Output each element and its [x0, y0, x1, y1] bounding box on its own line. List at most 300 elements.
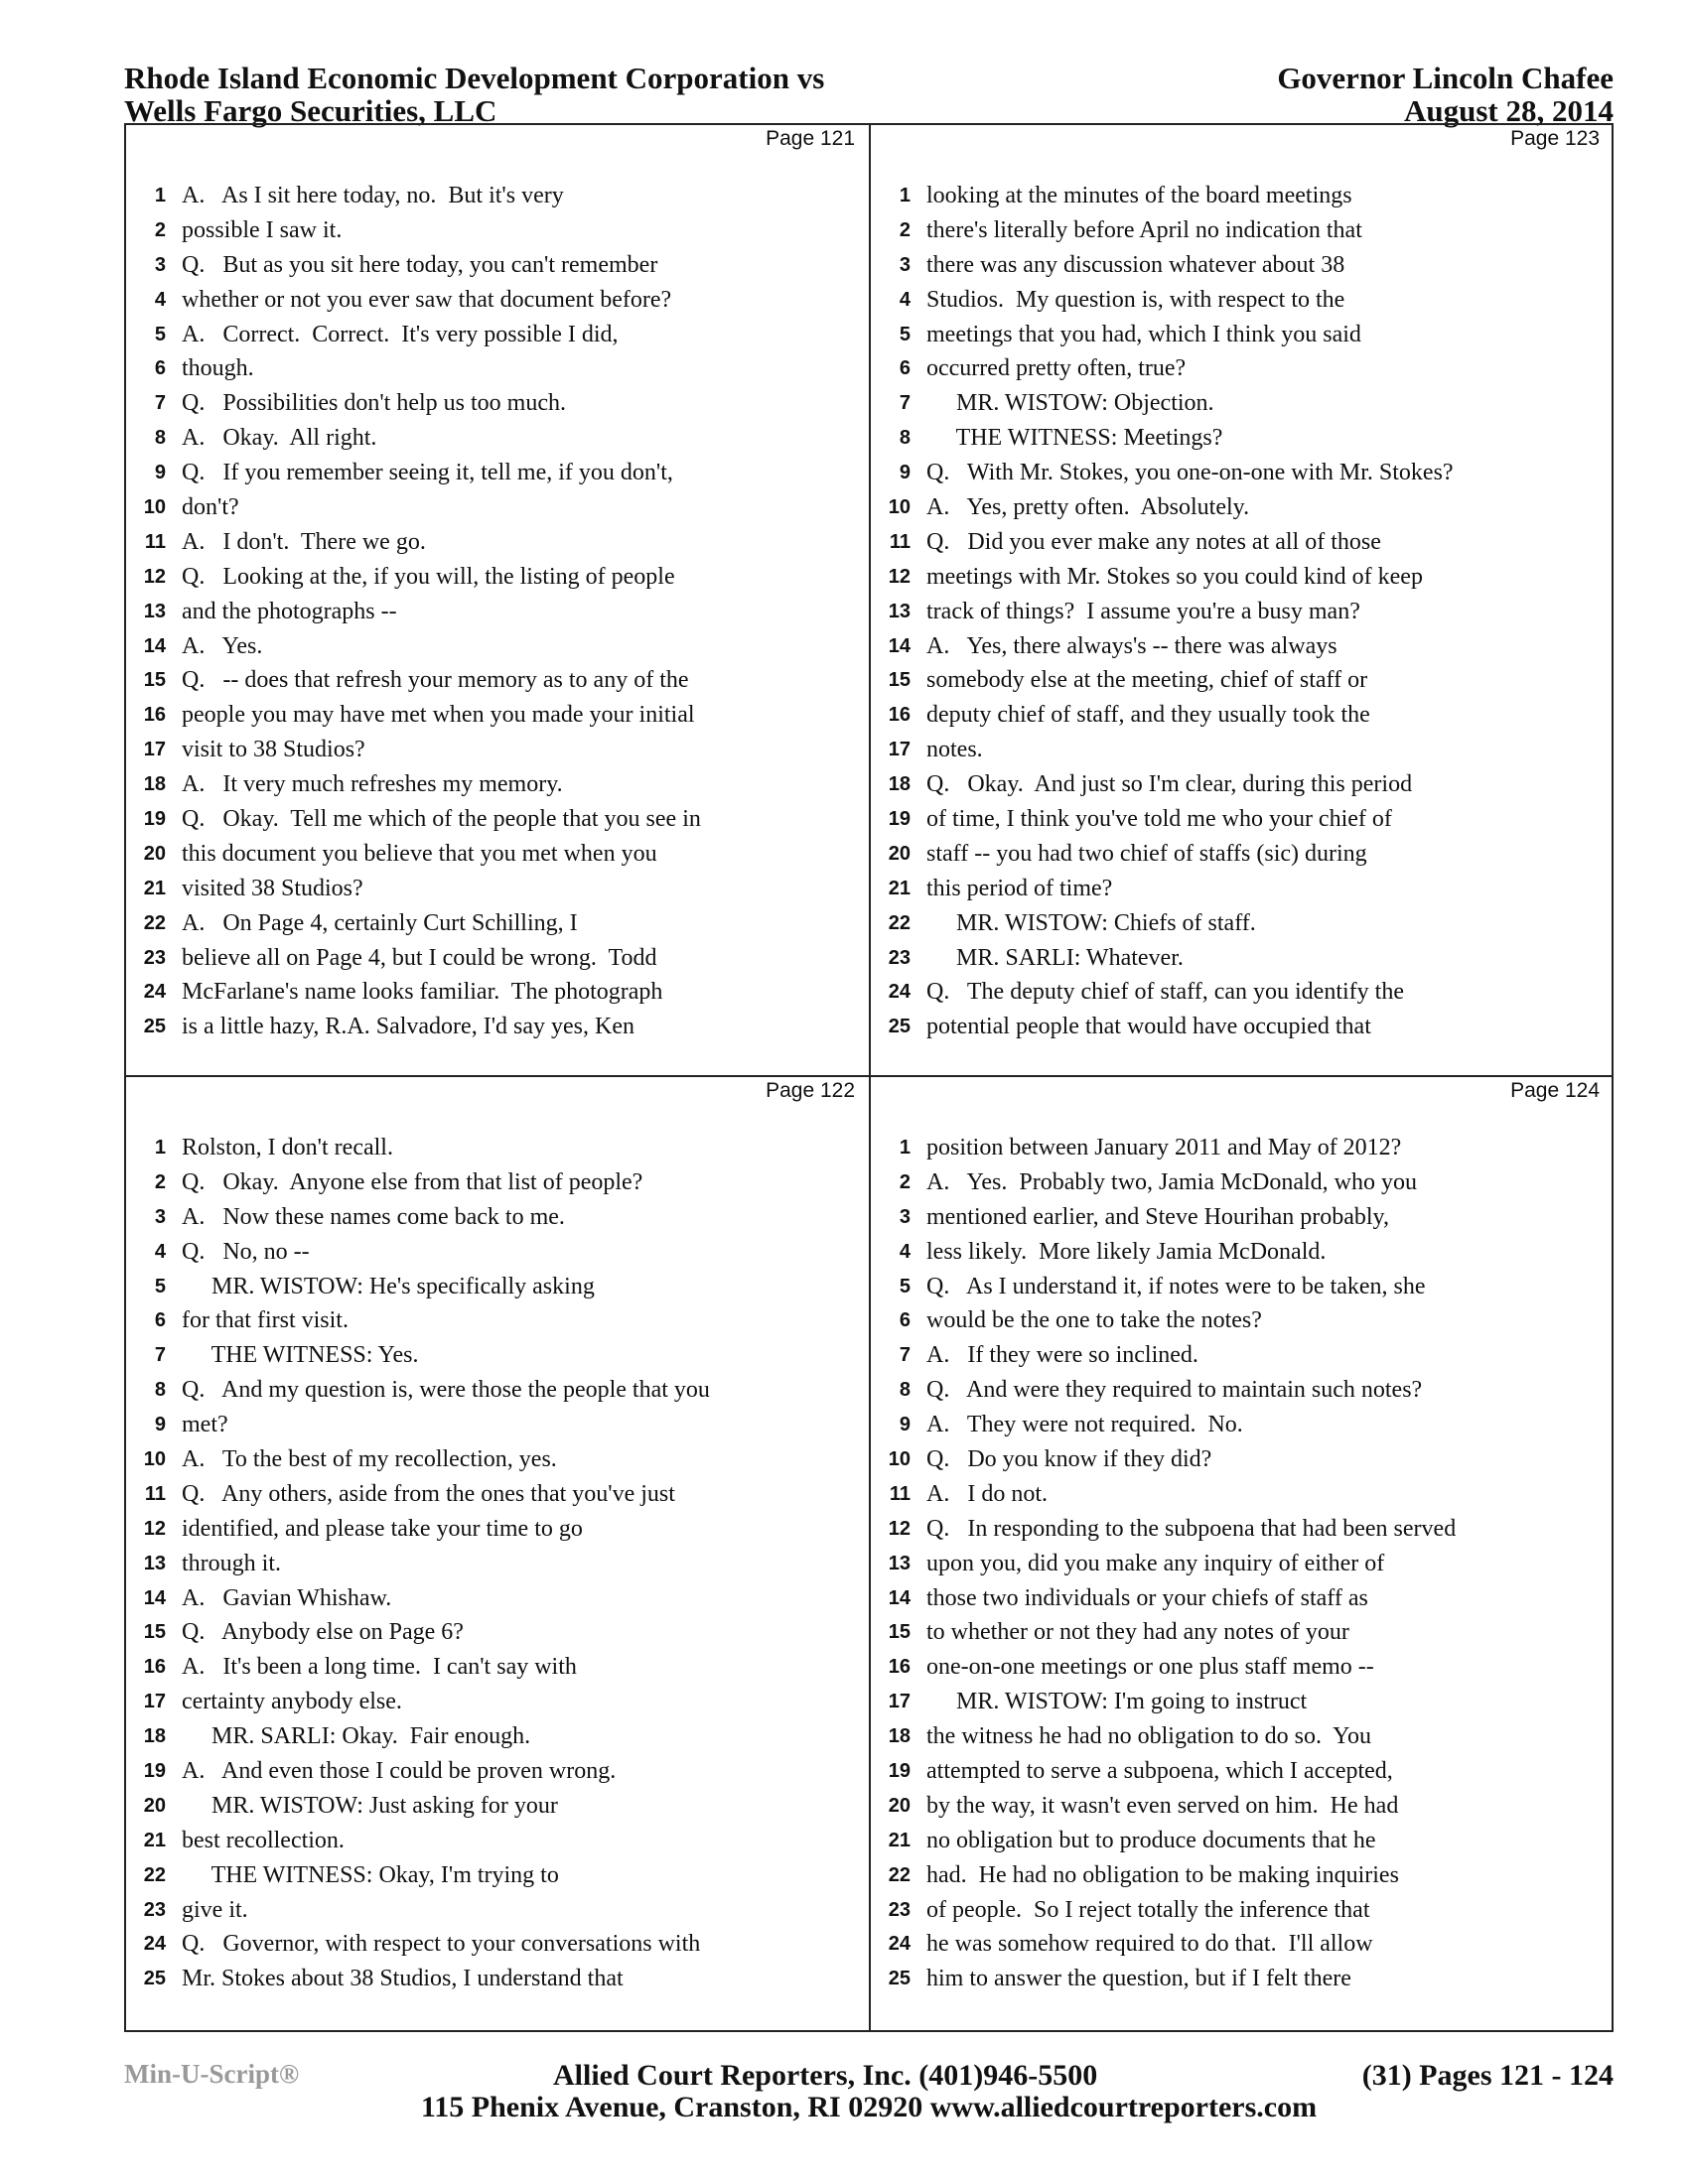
- transcript-line: [871, 490, 1614, 525]
- line-text: is a little hazy, R.A. Salvadore, I'd say yes, Ken: [182, 1014, 634, 1040]
- line-text: A. As I sit here today, no. But it's very: [182, 182, 564, 208]
- line-number: 14: [143, 634, 166, 657]
- transcript-page-121: [126, 125, 869, 1075]
- line-text: Q. Did you ever make any notes at all of those: [926, 528, 1381, 555]
- transcript-line: [126, 1408, 869, 1442]
- line-number: 3: [154, 253, 166, 276]
- line-text: notes.: [926, 737, 983, 763]
- line-text: visited 38 Studios?: [182, 875, 363, 901]
- line-text: identified, and please take your time to go: [182, 1515, 583, 1542]
- line-number: 21: [143, 1829, 166, 1851]
- line-text: somebody else at the meeting, chief of staff or: [926, 667, 1368, 694]
- deposition-date: August 28, 2014: [1403, 93, 1614, 128]
- line-number: 11: [144, 1482, 166, 1505]
- line-text: A. And even those I could be proven wrong.: [182, 1757, 617, 1784]
- transcript-lines: [126, 179, 869, 1044]
- line-number: 12: [143, 565, 166, 588]
- transcript-line: [126, 1650, 869, 1685]
- transcript-line: [871, 248, 1614, 283]
- transcript-frame: [124, 123, 1614, 2032]
- transcript-line: [126, 595, 869, 629]
- page-number: Page 124: [1510, 1079, 1600, 1102]
- line-text: attempted to serve a subpoena, which I accepted,: [926, 1757, 1393, 1784]
- line-text: don't?: [182, 493, 239, 520]
- line-number: 25: [143, 1016, 166, 1038]
- deponent-info: [1277, 62, 1614, 127]
- line-number: 2: [899, 218, 911, 241]
- min-u-script-brand: Min-U-Script®: [124, 2059, 300, 2089]
- transcript-line: [126, 1789, 869, 1824]
- line-number: 1: [154, 184, 166, 206]
- line-number: 3: [899, 253, 911, 276]
- transcript-line: [126, 1547, 869, 1581]
- page-number: Page 121: [766, 127, 855, 150]
- transcript-line: [126, 941, 869, 976]
- line-number: 9: [154, 1414, 166, 1436]
- line-number: 3: [154, 1205, 166, 1228]
- line-number: 12: [143, 1517, 166, 1540]
- transcript-line: [871, 663, 1614, 698]
- line-number: 10: [888, 495, 911, 518]
- line-text: Mr. Stokes about 38 Studios, I understand that: [182, 1966, 624, 1992]
- line-text: Q. And my question is, were those the people that you: [182, 1377, 710, 1404]
- transcript-line: [126, 837, 869, 872]
- line-text: deputy chief of staff, and they usually took the: [926, 702, 1370, 729]
- transcript-line: [126, 351, 869, 386]
- transcript-line: [871, 1303, 1614, 1338]
- transcript-line: [871, 1962, 1614, 1996]
- line-text: position between January 2011 and May of 2012?: [926, 1134, 1402, 1160]
- transcript-line: [871, 560, 1614, 595]
- line-number: 10: [143, 1447, 166, 1470]
- line-text: best recollection.: [182, 1827, 345, 1853]
- transcript-line: [126, 248, 869, 283]
- line-number: 13: [143, 1552, 166, 1574]
- transcript-line: [871, 1685, 1614, 1719]
- transcript-line: [871, 1719, 1614, 1754]
- reporter-address: 115 Phenix Avenue, Cranston, RI 02920 www.alliedcourtreporters.com: [420, 2091, 1318, 2123]
- line-number: 23: [143, 1898, 166, 1921]
- transcript-line: [871, 941, 1614, 976]
- line-number: 18: [888, 1725, 911, 1748]
- line-text: Q. As I understand it, if notes were to be taken, she: [926, 1273, 1426, 1299]
- transcript-line: [871, 1010, 1614, 1044]
- line-text: of people. So I reject totally the inference that: [926, 1896, 1370, 1923]
- line-text: A. They were not required. No.: [926, 1412, 1243, 1438]
- line-number: 24: [888, 1933, 911, 1956]
- line-number: 2: [154, 1170, 166, 1193]
- transcript-line: [871, 906, 1614, 941]
- line-text: had. He had no obligation to be making inquiries: [926, 1861, 1399, 1888]
- line-number: 7: [899, 1344, 911, 1367]
- transcript-line: [871, 456, 1614, 490]
- line-text: Q. Looking at the, if you will, the listing of people: [182, 563, 675, 590]
- page-range: (31) Pages 121 - 124: [1361, 2059, 1614, 2092]
- transcript-line: [871, 1615, 1614, 1650]
- line-text: Rolston, I don't recall.: [182, 1134, 393, 1160]
- line-text: give it.: [182, 1896, 248, 1923]
- transcript-line: [126, 1962, 869, 1996]
- line-number: 19: [143, 1759, 166, 1782]
- line-number: 5: [899, 323, 911, 345]
- line-number: 13: [888, 1552, 911, 1574]
- line-text: there's literally before April no indication that: [926, 216, 1362, 243]
- transcript-line: [126, 318, 869, 352]
- line-number: 4: [899, 288, 911, 311]
- transcript-line: [871, 595, 1614, 629]
- line-text: this document you believe that you met when you: [182, 840, 657, 867]
- transcript-line: [126, 283, 869, 318]
- line-text: no obligation but to produce documents that he: [926, 1827, 1376, 1853]
- page-number: Page 123: [1510, 127, 1600, 150]
- line-number: 1: [899, 1136, 911, 1159]
- transcript-line: [871, 1200, 1614, 1235]
- line-text: A. I do not.: [926, 1480, 1048, 1507]
- transcript-line: [871, 767, 1614, 802]
- transcript-line: [871, 698, 1614, 733]
- line-text: MR. SARLI: Okay. Fair enough.: [182, 1723, 531, 1750]
- line-text: Q. With Mr. Stokes, you one-on-one with Mr. Stokes?: [926, 460, 1454, 486]
- line-number: 22: [888, 911, 911, 934]
- line-number: 18: [143, 773, 166, 796]
- line-text: Q. Okay. And just so I'm clear, during this period: [926, 771, 1413, 798]
- transcript-page-122: [126, 1077, 869, 2027]
- line-number: 25: [143, 1968, 166, 1990]
- line-number: 4: [154, 1240, 166, 1263]
- line-number: 8: [899, 427, 911, 450]
- transcript-line: [871, 1338, 1614, 1373]
- transcript-line: [126, 1581, 869, 1616]
- transcript-line: [126, 1131, 869, 1165]
- transcript-line: [871, 802, 1614, 837]
- line-number: 22: [888, 1863, 911, 1886]
- line-number: 16: [888, 704, 911, 727]
- line-text: Q. The deputy chief of staff, can you identify the: [926, 979, 1404, 1006]
- line-text: of time, I think you've told me who your chief of: [926, 805, 1392, 832]
- line-number: 1: [154, 1136, 166, 1159]
- line-number: 9: [154, 462, 166, 484]
- line-text: there was any discussion whatever about 38: [926, 251, 1345, 278]
- transcript-line: [871, 1650, 1614, 1685]
- line-number: 7: [899, 392, 911, 415]
- transcript-line: [871, 872, 1614, 906]
- transcript-line: [126, 1858, 869, 1893]
- line-text: A. Correct. Correct. It's very possible I did,: [182, 321, 619, 347]
- transcript-line: [871, 1477, 1614, 1512]
- line-number: 24: [143, 981, 166, 1004]
- line-text: A. It very much refreshes my memory.: [182, 771, 563, 798]
- transcript-line: [126, 629, 869, 664]
- line-text: those two individuals or your chiefs of staff as: [926, 1584, 1368, 1611]
- line-text: A. Gavian Whishaw.: [182, 1584, 392, 1611]
- line-number: 21: [888, 1829, 911, 1851]
- line-text: mentioned earlier, and Steve Hourihan probably,: [926, 1203, 1389, 1230]
- transcript-page-124: [871, 1077, 1614, 2027]
- line-number: 10: [143, 495, 166, 518]
- transcript-line: [871, 386, 1614, 421]
- line-text: A. Yes, there always's -- there was always: [926, 632, 1337, 659]
- line-text: A. Yes. Probably two, Jamia McDonald, who you: [926, 1168, 1417, 1195]
- line-text: A. To the best of my recollection, yes.: [182, 1445, 557, 1472]
- document-footer: [124, 2059, 1614, 2128]
- line-number: 8: [899, 1379, 911, 1402]
- transcript-line: [871, 975, 1614, 1010]
- line-text: THE WITNESS: Okay, I'm trying to: [182, 1861, 559, 1888]
- transcript-line: [126, 698, 869, 733]
- transcript-lines: [871, 1131, 1614, 1996]
- line-number: 22: [143, 911, 166, 934]
- line-text: him to answer the question, but if I felt there: [926, 1966, 1351, 1992]
- line-number: 13: [888, 600, 911, 622]
- line-number: 22: [143, 1863, 166, 1886]
- transcript-line: [871, 318, 1614, 352]
- line-number: 16: [143, 704, 166, 727]
- line-number: 17: [888, 739, 911, 761]
- line-text: by the way, it wasn't even served on him. He had: [926, 1792, 1399, 1819]
- line-number: 5: [899, 1275, 911, 1297]
- line-number: 8: [154, 1379, 166, 1402]
- line-number: 6: [154, 1309, 166, 1332]
- transcript-line: [871, 1442, 1614, 1477]
- transcript-line: [871, 629, 1614, 664]
- line-text: Q. Anybody else on Page 6?: [182, 1619, 464, 1646]
- line-text: MR. WISTOW: Just asking for your: [182, 1792, 558, 1819]
- line-number: 19: [143, 807, 166, 830]
- transcript-line: [871, 1165, 1614, 1200]
- transcript-line: [126, 1893, 869, 1928]
- line-text: he was somehow required to do that. I'll allow: [926, 1931, 1373, 1958]
- line-number: 24: [888, 981, 911, 1004]
- line-text: A. Now these names come back to me.: [182, 1203, 565, 1230]
- transcript-line: [126, 421, 869, 456]
- line-text: Q. Possibilities don't help us too much.: [182, 390, 566, 417]
- line-text: possible I saw it.: [182, 216, 343, 243]
- transcript-line: [871, 1789, 1614, 1824]
- line-number: 24: [143, 1933, 166, 1956]
- transcript-line: [126, 1615, 869, 1650]
- line-text: Q. Do you know if they did?: [926, 1445, 1212, 1472]
- transcript-line: [126, 1824, 869, 1858]
- line-number: 21: [888, 877, 911, 899]
- line-text: upon you, did you make any inquiry of either of: [926, 1550, 1385, 1576]
- line-number: 15: [143, 1621, 166, 1644]
- line-text: MR. WISTOW: Objection.: [926, 390, 1214, 417]
- reporter-company: Allied Court Reporters, Inc. (401)946-5500: [553, 2059, 1098, 2092]
- transcript-line: [126, 386, 869, 421]
- line-text: visit to 38 Studios?: [182, 737, 365, 763]
- transcript-line: [126, 1442, 869, 1477]
- transcript-line: [126, 767, 869, 802]
- line-text: A. If they were so inclined.: [926, 1342, 1198, 1369]
- line-text: through it.: [182, 1550, 281, 1576]
- transcript-line: [871, 1131, 1614, 1165]
- line-number: 7: [154, 392, 166, 415]
- line-text: Q. Okay. Tell me which of the people that you see in: [182, 805, 701, 832]
- line-number: 20: [143, 1794, 166, 1817]
- transcript-line: [871, 351, 1614, 386]
- transcript-line: [126, 1477, 869, 1512]
- line-number: 18: [888, 773, 911, 796]
- transcript-line: [871, 733, 1614, 767]
- document-header: [124, 62, 1614, 127]
- line-text: Q. No, no --: [182, 1238, 310, 1265]
- line-text: Q. Governor, with respect to your conversations with: [182, 1931, 701, 1958]
- transcript-line: [126, 1685, 869, 1719]
- line-text: people you may have met when you made your initial: [182, 702, 695, 729]
- case-caption-line1: Rhode Island Economic Development Corporation vs: [124, 61, 825, 95]
- transcript-line: [126, 560, 869, 595]
- line-text: less likely. More likely Jamia McDonald.: [926, 1238, 1327, 1265]
- line-text: whether or not you ever saw that document before?: [182, 286, 672, 313]
- line-number: 14: [143, 1586, 166, 1609]
- line-text: looking at the minutes of the board meetings: [926, 182, 1352, 208]
- line-text: though.: [182, 355, 254, 382]
- line-number: 20: [143, 842, 166, 865]
- line-number: 16: [143, 1656, 166, 1679]
- transcript-line: [871, 179, 1614, 213]
- line-number: 15: [143, 669, 166, 692]
- transcript-line: [126, 1512, 869, 1547]
- transcript-line: [126, 733, 869, 767]
- line-text: believe all on Page 4, but I could be wrong. Todd: [182, 944, 657, 971]
- line-text: meetings that you had, which I think you said: [926, 321, 1361, 347]
- transcript-line: [126, 1719, 869, 1754]
- line-text: this period of time?: [926, 875, 1113, 901]
- transcript-line: [871, 1858, 1614, 1893]
- line-number: 2: [899, 1170, 911, 1193]
- line-text: Q. -- does that refresh your memory as to any of the: [182, 667, 689, 694]
- transcript-line: [126, 1338, 869, 1373]
- line-text: Q. In responding to the subpoena that had been served: [926, 1515, 1457, 1542]
- line-number: 13: [143, 600, 166, 622]
- transcript-line: [126, 1754, 869, 1789]
- line-number: 9: [899, 1414, 911, 1436]
- transcript-line: [126, 802, 869, 837]
- line-text: A. Yes.: [182, 632, 263, 659]
- transcript-line: [126, 906, 869, 941]
- line-text: Q. If you remember seeing it, tell me, if you don't,: [182, 460, 673, 486]
- transcript-line: [126, 1200, 869, 1235]
- line-number: 20: [888, 1794, 911, 1817]
- line-text: A. It's been a long time. I can't say with: [182, 1654, 577, 1681]
- line-text: for that first visit.: [182, 1307, 349, 1334]
- page-number: Page 122: [766, 1079, 855, 1102]
- line-text: Studios. My question is, with respect to the: [926, 286, 1345, 313]
- line-number: 5: [154, 323, 166, 345]
- line-text: would be the one to take the notes?: [926, 1307, 1262, 1334]
- line-number: 11: [889, 530, 911, 553]
- line-number: 15: [888, 1621, 911, 1644]
- line-text: A. On Page 4, certainly Curt Schilling, I: [182, 909, 578, 936]
- line-number: 23: [888, 1898, 911, 1921]
- transcript-line: [126, 663, 869, 698]
- line-number: 14: [888, 1586, 911, 1609]
- line-text: MR. WISTOW: He's specifically asking: [182, 1273, 595, 1299]
- deponent-name: Governor Lincoln Chafee: [1277, 61, 1614, 95]
- case-caption-line2: Wells Fargo Securities, LLC: [124, 93, 497, 128]
- transcript-line: [871, 1408, 1614, 1442]
- line-number: 4: [899, 1240, 911, 1263]
- line-number: 5: [154, 1275, 166, 1297]
- transcript-line: [871, 283, 1614, 318]
- line-number: 25: [888, 1016, 911, 1038]
- transcript-line: [871, 1824, 1614, 1858]
- line-text: A. Yes, pretty often. Absolutely.: [926, 493, 1250, 520]
- transcript-line: [126, 1235, 869, 1270]
- transcript-line: [126, 1010, 869, 1044]
- transcript-line: [126, 872, 869, 906]
- transcript-line: [126, 179, 869, 213]
- line-text: certainty anybody else.: [182, 1689, 402, 1715]
- line-text: A. Okay. All right.: [182, 425, 377, 452]
- line-number: 15: [888, 669, 911, 692]
- transcript-line: [126, 1927, 869, 1962]
- line-number: 16: [888, 1656, 911, 1679]
- line-text: to whether or not they had any notes of your: [926, 1619, 1349, 1646]
- line-text: THE WITNESS: Yes.: [182, 1342, 419, 1369]
- line-text: MR. WISTOW: Chiefs of staff.: [926, 909, 1256, 936]
- line-text: THE WITNESS: Meetings?: [926, 425, 1223, 452]
- transcript-line: [871, 1893, 1614, 1928]
- line-number: 19: [888, 807, 911, 830]
- line-text: McFarlane's name looks familiar. The photograph: [182, 979, 663, 1006]
- transcript-line: [126, 1303, 869, 1338]
- line-text: and the photographs --: [182, 598, 397, 624]
- line-number: 10: [888, 1447, 911, 1470]
- transcript-line: [126, 525, 869, 560]
- line-text: occurred pretty often, true?: [926, 355, 1187, 382]
- line-number: 6: [899, 1309, 911, 1332]
- line-text: met?: [182, 1412, 228, 1438]
- line-text: A. I don't. There we go.: [182, 528, 426, 555]
- transcript-line: [126, 456, 869, 490]
- transcript-line: [871, 421, 1614, 456]
- line-text: Q. But as you sit here today, you can't remember: [182, 251, 658, 278]
- line-number: 11: [889, 1482, 911, 1505]
- case-caption: [124, 62, 824, 127]
- transcript-line: [126, 1373, 869, 1408]
- transcript-line: [871, 1581, 1614, 1616]
- transcript-line: [871, 1235, 1614, 1270]
- line-number: 18: [143, 1725, 166, 1748]
- transcript-page-123: [871, 125, 1614, 1075]
- line-text: staff -- you had two chief of staffs (sic) during: [926, 840, 1367, 867]
- transcript-line: [126, 213, 869, 248]
- line-number: 12: [888, 1517, 911, 1540]
- line-number: 4: [154, 288, 166, 311]
- transcript-line: [871, 837, 1614, 872]
- transcript-line: [871, 1373, 1614, 1408]
- line-text: MR. SARLI: Whatever.: [926, 944, 1184, 971]
- transcript-line: [871, 525, 1614, 560]
- line-number: 11: [144, 530, 166, 553]
- line-number: 3: [899, 1205, 911, 1228]
- transcript-line: [126, 490, 869, 525]
- line-number: 25: [888, 1968, 911, 1990]
- transcript-line: [871, 213, 1614, 248]
- line-number: 21: [143, 877, 166, 899]
- transcript-line: [871, 1547, 1614, 1581]
- transcript-line: [871, 1270, 1614, 1304]
- line-number: 19: [888, 1759, 911, 1782]
- transcript-lines: [871, 179, 1614, 1044]
- line-text: meetings with Mr. Stokes so you could kind of keep: [926, 563, 1423, 590]
- line-number: 9: [899, 462, 911, 484]
- transcript-line: [871, 1754, 1614, 1789]
- line-number: 12: [888, 565, 911, 588]
- line-text: potential people that would have occupied that: [926, 1014, 1371, 1040]
- transcript-lines: [126, 1131, 869, 1996]
